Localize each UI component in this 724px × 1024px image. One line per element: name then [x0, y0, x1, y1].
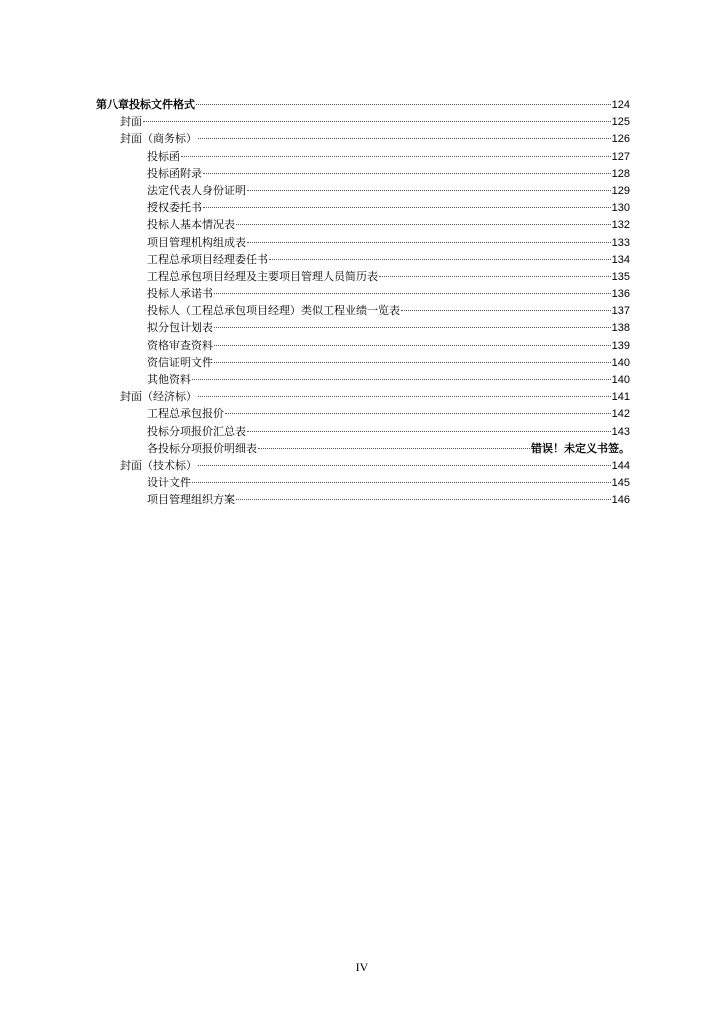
- toc-leader-dots: [214, 362, 611, 363]
- toc-entry-page: 128: [611, 167, 630, 180]
- toc-entry-page: 133: [611, 236, 630, 249]
- toc-entry-title: 授权委托书: [147, 201, 202, 215]
- toc-leader-dots: [214, 293, 611, 294]
- toc-entry[interactable]: [96, 182, 630, 199]
- toc-entry-page: 145: [611, 477, 630, 490]
- toc-entry-title: 投标人（工程总承包项目经理）类似工程业绩一览表: [147, 304, 400, 318]
- toc-entry[interactable]: [96, 474, 630, 491]
- toc-entry[interactable]: [96, 251, 630, 268]
- toc-leader-dots: [236, 224, 611, 225]
- toc-entry[interactable]: [96, 268, 630, 285]
- toc-leader-dots: [214, 327, 611, 328]
- toc-entry[interactable]: [96, 165, 630, 182]
- toc-leader-dots: [247, 190, 611, 191]
- toc-entry-title: 投标函附录: [147, 166, 202, 180]
- toc-leader-dots: [192, 482, 611, 483]
- toc-entry[interactable]: [96, 148, 630, 165]
- toc-entry-title: 资信证明文件: [147, 355, 213, 369]
- toc-leader-dots: [203, 173, 611, 174]
- table-of-contents: [96, 96, 630, 509]
- toc-entry[interactable]: [96, 371, 630, 388]
- toc-entry[interactable]: [96, 423, 630, 440]
- toc-entry-page: 126: [611, 133, 630, 146]
- toc-leader-dots: [181, 156, 611, 157]
- toc-entry-title: 投标人承诺书: [147, 287, 213, 301]
- toc-leader-dots: [198, 396, 611, 397]
- toc-entry-page: 130: [611, 202, 630, 215]
- toc-entry-title: 投标分项报价汇总表: [147, 424, 246, 438]
- toc-entry-title: 封面（经济标）: [120, 390, 197, 404]
- toc-entry-page: 138: [611, 322, 630, 335]
- toc-entry[interactable]: [96, 337, 630, 354]
- toc-leader-dots: [269, 259, 611, 260]
- toc-leader-dots: [401, 310, 611, 311]
- toc-entry-page: 140: [611, 356, 630, 369]
- toc-entry-title: 法定代表人身份证明: [147, 183, 246, 197]
- toc-entry-title: 工程总承包报价: [147, 407, 224, 421]
- toc-entry[interactable]: [96, 113, 630, 130]
- toc-entry[interactable]: [96, 491, 630, 508]
- toc-entry-page: 127: [611, 150, 630, 163]
- toc-entry-page: 141: [611, 391, 630, 404]
- toc-entry-title: 封面（商务标）: [120, 132, 197, 146]
- toc-entry[interactable]: [96, 96, 630, 113]
- toc-entry-page: 错误！未定义书签。: [531, 441, 630, 455]
- toc-entry[interactable]: [96, 285, 630, 302]
- toc-leader-dots: [192, 379, 611, 380]
- toc-entry-page: 140: [611, 374, 630, 386]
- toc-entry[interactable]: [96, 216, 630, 233]
- toc-entry-page: 132: [611, 219, 630, 232]
- toc-leader-dots: [203, 207, 611, 208]
- toc-entry-title: 投标函: [147, 149, 180, 163]
- toc-leader-dots: [247, 431, 611, 432]
- toc-leader-dots: [196, 104, 611, 105]
- toc-entry[interactable]: [96, 302, 630, 319]
- toc-leader-dots: [225, 413, 611, 414]
- toc-entry[interactable]: [96, 130, 630, 147]
- toc-entry-page: 135: [611, 270, 630, 283]
- toc-leader-dots: [198, 138, 611, 139]
- toc-entry-page: 142: [611, 408, 630, 421]
- toc-entry-title: 工程总承项目经理委任书: [147, 252, 268, 266]
- toc-entry[interactable]: [96, 388, 630, 405]
- toc-entry-title: 工程总承包项目经理及主要项目管理人员简历表: [147, 269, 378, 283]
- toc-leader-dots: [198, 465, 611, 466]
- toc-entry-title: 各投标分项报价明细表: [147, 441, 257, 455]
- toc-entry-title: 其他资料: [147, 373, 191, 386]
- toc-entry-page: 134: [611, 253, 630, 266]
- toc-entry-page: 129: [611, 184, 630, 197]
- toc-entry-title: 封面（技术标）: [120, 458, 197, 472]
- toc-entry-page: 146: [611, 494, 630, 507]
- toc-entry-page: 139: [611, 339, 630, 352]
- toc-leader-dots: [143, 121, 611, 122]
- toc-leader-dots: [258, 448, 530, 449]
- toc-entry[interactable]: [96, 234, 630, 251]
- toc-leader-dots: [236, 499, 611, 500]
- toc-entry-page: 143: [611, 425, 630, 438]
- toc-leader-dots: [379, 276, 611, 277]
- toc-leader-dots: [247, 242, 611, 243]
- toc-entry[interactable]: [96, 405, 630, 422]
- page-number: IV: [355, 960, 369, 974]
- toc-entry-page: 144: [611, 459, 630, 472]
- toc-entry[interactable]: [96, 319, 630, 336]
- toc-entry-page: 125: [611, 116, 630, 129]
- toc-entry[interactable]: [96, 199, 630, 216]
- toc-entry-title: 拟分包计划表: [147, 321, 213, 335]
- toc-entry[interactable]: [96, 457, 630, 474]
- toc-entry-title: 投标人基本情况表: [147, 218, 235, 232]
- toc-entry-title: 资格审查资料: [147, 338, 213, 352]
- toc-entry-page: 137: [611, 305, 630, 318]
- toc-entry-title: 设计文件: [147, 476, 191, 490]
- toc-entry[interactable]: [96, 440, 630, 457]
- toc-entry[interactable]: [96, 354, 630, 371]
- toc-entry-title: 封面: [120, 115, 142, 129]
- toc-entry-page: 124: [611, 99, 630, 111]
- toc-entry-page: 136: [611, 288, 630, 301]
- toc-entry-title: 项目管理机构组成表: [147, 235, 246, 249]
- toc-leader-dots: [214, 345, 611, 346]
- toc-entry-title: 项目管理组织方案: [147, 493, 235, 507]
- toc-entry-title: 第八章投标文件格式: [96, 98, 195, 111]
